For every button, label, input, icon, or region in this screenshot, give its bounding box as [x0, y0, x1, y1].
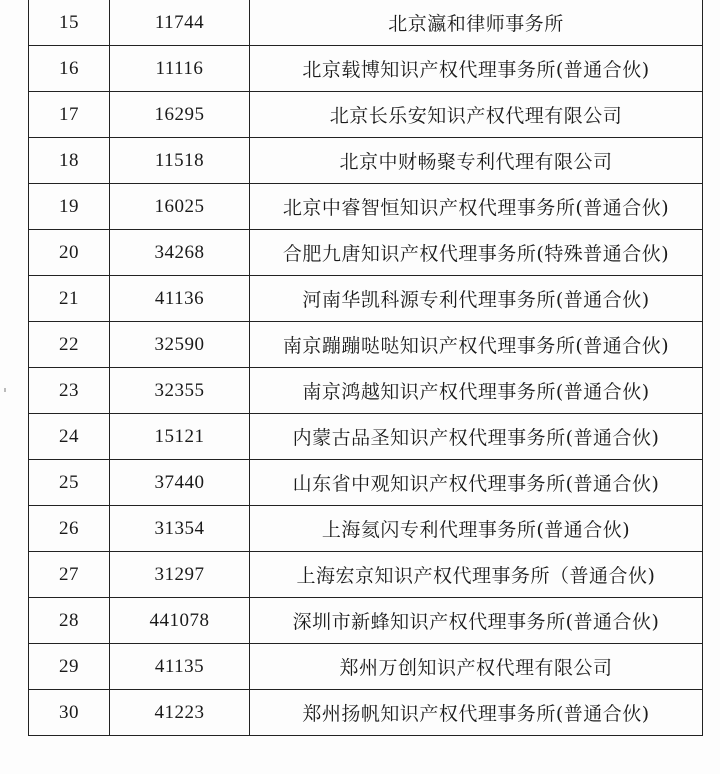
row-seq: 21 — [29, 276, 110, 322]
row-seq: 18 — [29, 138, 110, 184]
row-agency-code: 41223 — [110, 690, 250, 736]
row-agency-name: 河南华凯科源专利代理事务所(普通合伙) — [250, 276, 703, 322]
table-row — [29, 184, 703, 230]
row-seq: 23 — [29, 368, 110, 414]
row-agency-name: 郑州扬帆知识产权代理事务所(普通合伙) — [250, 690, 703, 736]
row-agency-name: 北京中睿智恒知识产权代理事务所(普通合伙) — [250, 184, 703, 230]
row-agency-code: 32355 — [110, 368, 250, 414]
table-row — [29, 368, 703, 414]
row-agency-name: 北京载博知识产权代理事务所(普通合伙) — [250, 46, 703, 92]
row-agency-name: 南京鸿越知识产权代理事务所(普通合伙) — [250, 368, 703, 414]
row-agency-name: 上海氦闪专利代理事务所(普通合伙) — [250, 506, 703, 552]
row-agency-name: 上海宏京知识产权代理事务所（普通合伙) — [250, 552, 703, 598]
row-seq: 24 — [29, 414, 110, 460]
table-row — [29, 92, 703, 138]
row-agency-code: 11116 — [110, 46, 250, 92]
row-agency-code: 37440 — [110, 460, 250, 506]
table-row — [29, 138, 703, 184]
row-seq: 20 — [29, 230, 110, 276]
row-agency-name: 深圳市新蜂知识产权代理事务所(普通合伙) — [250, 598, 703, 644]
row-agency-name: 郑州万创知识产权代理有限公司 — [250, 644, 703, 690]
row-agency-code: 41136 — [110, 276, 250, 322]
table-row — [29, 598, 703, 644]
agency-table — [28, 0, 703, 736]
table-row — [29, 506, 703, 552]
row-agency-name: 内蒙古品圣知识产权代理事务所(普通合伙) — [250, 414, 703, 460]
row-seq: 25 — [29, 460, 110, 506]
row-agency-code: 34268 — [110, 230, 250, 276]
row-seq: 22 — [29, 322, 110, 368]
table-row — [29, 230, 703, 276]
row-agency-code: 16295 — [110, 92, 250, 138]
table-row — [29, 460, 703, 506]
row-seq: 26 — [29, 506, 110, 552]
row-agency-code: 15121 — [110, 414, 250, 460]
row-agency-name: 北京长乐安知识产权代理有限公司 — [250, 92, 703, 138]
table-row — [29, 414, 703, 460]
row-agency-code: 41135 — [110, 644, 250, 690]
row-agency-code: 441078 — [110, 598, 250, 644]
row-seq: 28 — [29, 598, 110, 644]
row-seq: 15 — [29, 0, 110, 46]
row-agency-name: 合肥九唐知识产权代理事务所(特殊普通合伙) — [250, 230, 703, 276]
row-agency-name: 北京瀛和律师事务所 — [250, 0, 703, 46]
row-agency-code: 11744 — [110, 0, 250, 46]
row-seq: 30 — [29, 690, 110, 736]
table-row — [29, 46, 703, 92]
row-seq: 19 — [29, 184, 110, 230]
row-agency-code: 32590 — [110, 322, 250, 368]
table-row — [29, 0, 703, 46]
row-agency-code: 11518 — [110, 138, 250, 184]
table-row — [29, 552, 703, 598]
table-row — [29, 690, 703, 736]
row-agency-code: 16025 — [110, 184, 250, 230]
row-seq: 29 — [29, 644, 110, 690]
row-agency-code: 31297 — [110, 552, 250, 598]
row-agency-name: 南京蹦蹦哒哒知识产权代理事务所(普通合伙) — [250, 322, 703, 368]
row-agency-code: 31354 — [110, 506, 250, 552]
row-agency-name: 北京中财畅聚专利代理有限公司 — [250, 138, 703, 184]
row-seq: 17 — [29, 92, 110, 138]
margin-mark — [4, 388, 6, 392]
table-row — [29, 322, 703, 368]
table-row — [29, 276, 703, 322]
row-seq: 27 — [29, 552, 110, 598]
row-agency-name: 山东省中观知识产权代理事务所(普通合伙) — [250, 460, 703, 506]
row-seq: 16 — [29, 46, 110, 92]
table-row — [29, 644, 703, 690]
